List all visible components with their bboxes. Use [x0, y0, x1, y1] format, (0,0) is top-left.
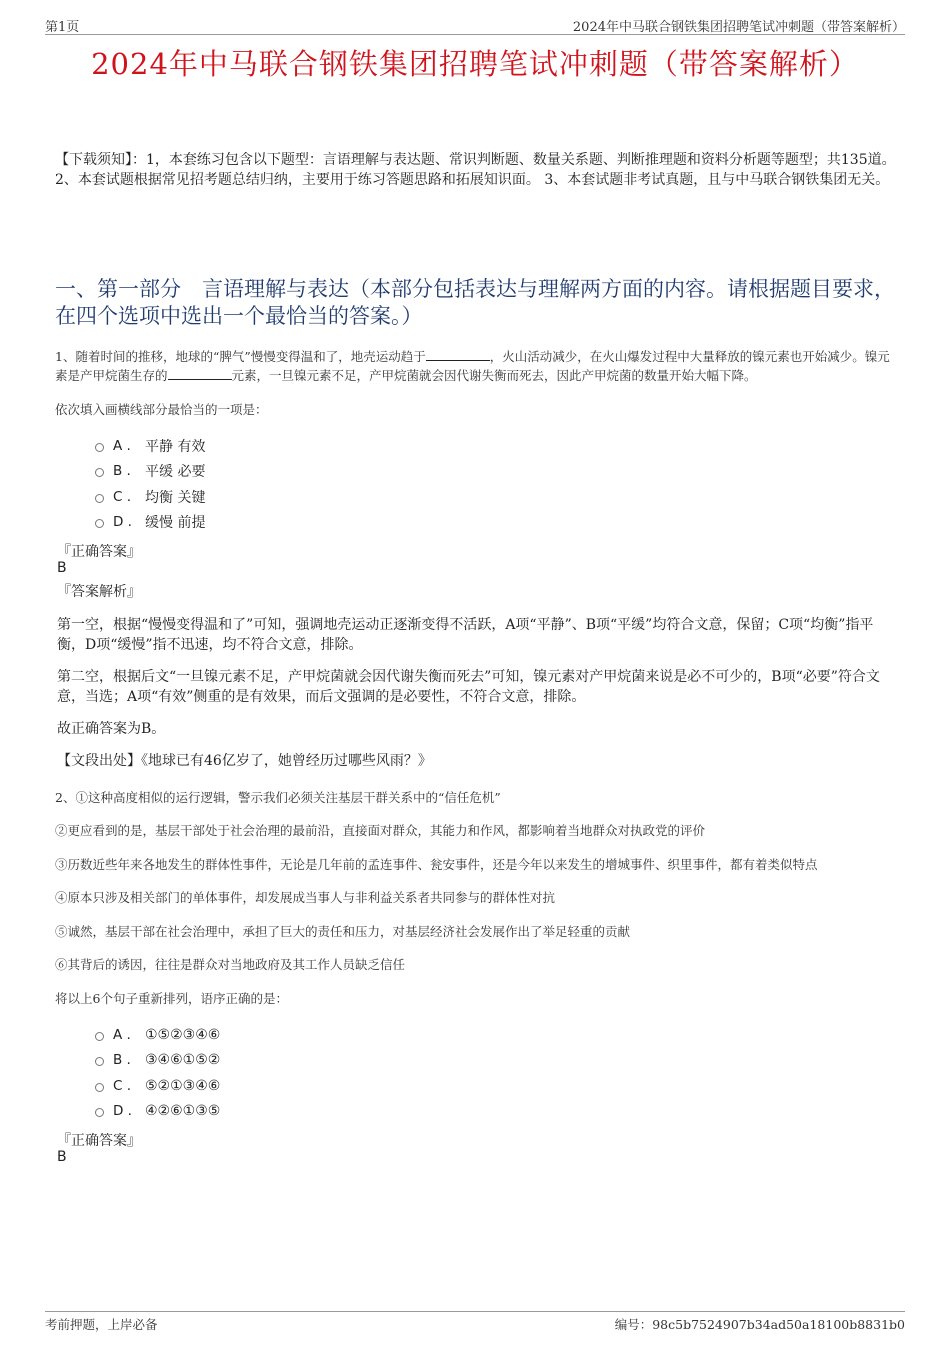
- question-2-prompt: 将以上6个句子重新排列，语序正确的是：: [55, 991, 288, 1006]
- option-b[interactable]: B . 平缓 必要: [95, 459, 205, 485]
- footer-slogan: 考前押题，上岸必备: [45, 1317, 158, 1332]
- radio-icon[interactable]: [95, 494, 104, 503]
- radio-icon[interactable]: [95, 1108, 104, 1117]
- answer-value: B: [57, 1149, 67, 1165]
- blank-1: [426, 349, 490, 361]
- option-d[interactable]: D . ④②⑥①③⑤: [95, 1099, 220, 1125]
- question-2-sentence-3: ③历数近些年来各地发生的群体性事件，无论是几年前的孟连事件、瓮安事件，还是今年以来发生的增城事件、织里事件，都有着类似特点: [55, 857, 818, 872]
- option-c[interactable]: C . ⑤②①③④⑥: [95, 1073, 220, 1099]
- question-2-sentence-5: ⑤诚然，基层干部在社会治理中，承担了巨大的责任和压力，对基层经济社会发展作出了举足轻重的贡献: [55, 924, 631, 939]
- option-b[interactable]: B . ③④⑥①⑤②: [95, 1048, 220, 1074]
- question-2-sentence-2: ②更应看到的是，基层干部处于社会治理的最前沿，直接面对群众，其能力和作风，都影响着当地群众对执政党的评价: [55, 823, 706, 838]
- header-doc-title: 2024年中马联合钢铁集团招聘笔试冲刺题（带答案解析）: [572, 20, 905, 35]
- text-source: 【文段出处】《地球已有46亿岁了，她曾经历过哪些风雨？》: [57, 753, 432, 769]
- option-a[interactable]: A . 平静 有效: [95, 433, 205, 459]
- radio-icon[interactable]: [95, 1083, 104, 1092]
- radio-icon[interactable]: [95, 443, 104, 452]
- radio-icon[interactable]: [95, 1032, 104, 1041]
- section-heading: 一、第一部分 言语理解与表达（本部分包括表达与理解两方面的内容。请根据题目要求，在四个选项中选出一个最恰当的答案。）: [55, 277, 895, 328]
- question-2-sentence-1: 2、①这种高度相似的运行逻辑，警示我们必须关注基层干群关系中的“信任危机”: [55, 790, 501, 805]
- page-footer: [45, 1311, 905, 1332]
- radio-icon[interactable]: [95, 1057, 104, 1066]
- question-2-options: [95, 1022, 220, 1124]
- radio-icon[interactable]: [95, 468, 104, 477]
- answer-value: B: [57, 560, 67, 576]
- question-1-prompt: 依次填入画横线部分最恰当的一项是：: [55, 402, 268, 417]
- blank-2: [168, 368, 232, 380]
- option-a[interactable]: A . ①⑤②③④⑥: [95, 1022, 220, 1048]
- footer-serial: 编号：98c5b7524907b34ad50a18100b8831b0: [614, 1317, 905, 1332]
- answer-label: 『正确答案』: [57, 544, 141, 560]
- page-header: [45, 14, 905, 35]
- analysis-conclusion: 故正确答案为B。: [57, 721, 166, 737]
- download-notice: 【下载须知】：1，本套练习包含以下题型：言语理解与表达题、常识判断题、数量关系题、判断推理题和资料分析题等题型；共135道。 2、本套试题根据常见招考题总结归纳，主要用于练习答题思路和拓展知识面。 3、本套试题非考试真题，且与中马联合钢铁集团无关。: [55, 152, 896, 188]
- analysis-label: 『答案解析』: [57, 584, 141, 600]
- question-1-stem: 1、随着时间的推移，地球的“脾气”慢慢变得温和了，地壳运动趋于 ，火山活动减少，在火山爆发过程中大量释放的镍元素也开始减少。镍元素是产甲烷菌生存的 元素，一旦镍元素不足，产甲烷菌就会因代谢失衡而死去，因此产甲烷菌的数量开始大幅下降。: [55, 349, 890, 383]
- answer-label: 『正确答案』: [57, 1133, 141, 1149]
- option-d[interactable]: D . 缓慢 前提: [95, 510, 205, 536]
- question-1-options: [95, 433, 205, 535]
- analysis-paragraph-1: 第一空，根据“慢慢变得温和了”可知，强调地壳运动正逐渐变得不活跃，A项“平静”、B项“平缓”均符合文意，保留；C项“均衡”指平衡，D项“缓慢”指不迅速，均不符合文意，排除。: [57, 617, 874, 653]
- analysis-paragraph-2: 第二空，根据后文“一旦镍元素不足，产甲烷菌就会因代谢失衡而死去”可知，镍元素对产甲烷菌来说是必不可少的，B项“必要”符合文意，当选；A项“有效”侧重的是有效果，而后文强调的是必要性，不符合文意，排除。: [57, 669, 880, 705]
- document-title: 2024年中马联合钢铁集团招聘笔试冲刺题（带答案解析）: [91, 47, 859, 81]
- option-c[interactable]: C . 均衡 关键: [95, 484, 205, 510]
- question-2-sentence-6: ⑥其背后的诱因，往往是群众对当地政府及其工作人员缺乏信任: [55, 957, 406, 972]
- radio-icon[interactable]: [95, 519, 104, 528]
- page-number: 第1页: [45, 20, 80, 35]
- question-2-sentence-4: ④原本只涉及相关部门的单体事件，却发展成当事人与非利益关系者共同参与的群体性对抗: [55, 890, 556, 905]
